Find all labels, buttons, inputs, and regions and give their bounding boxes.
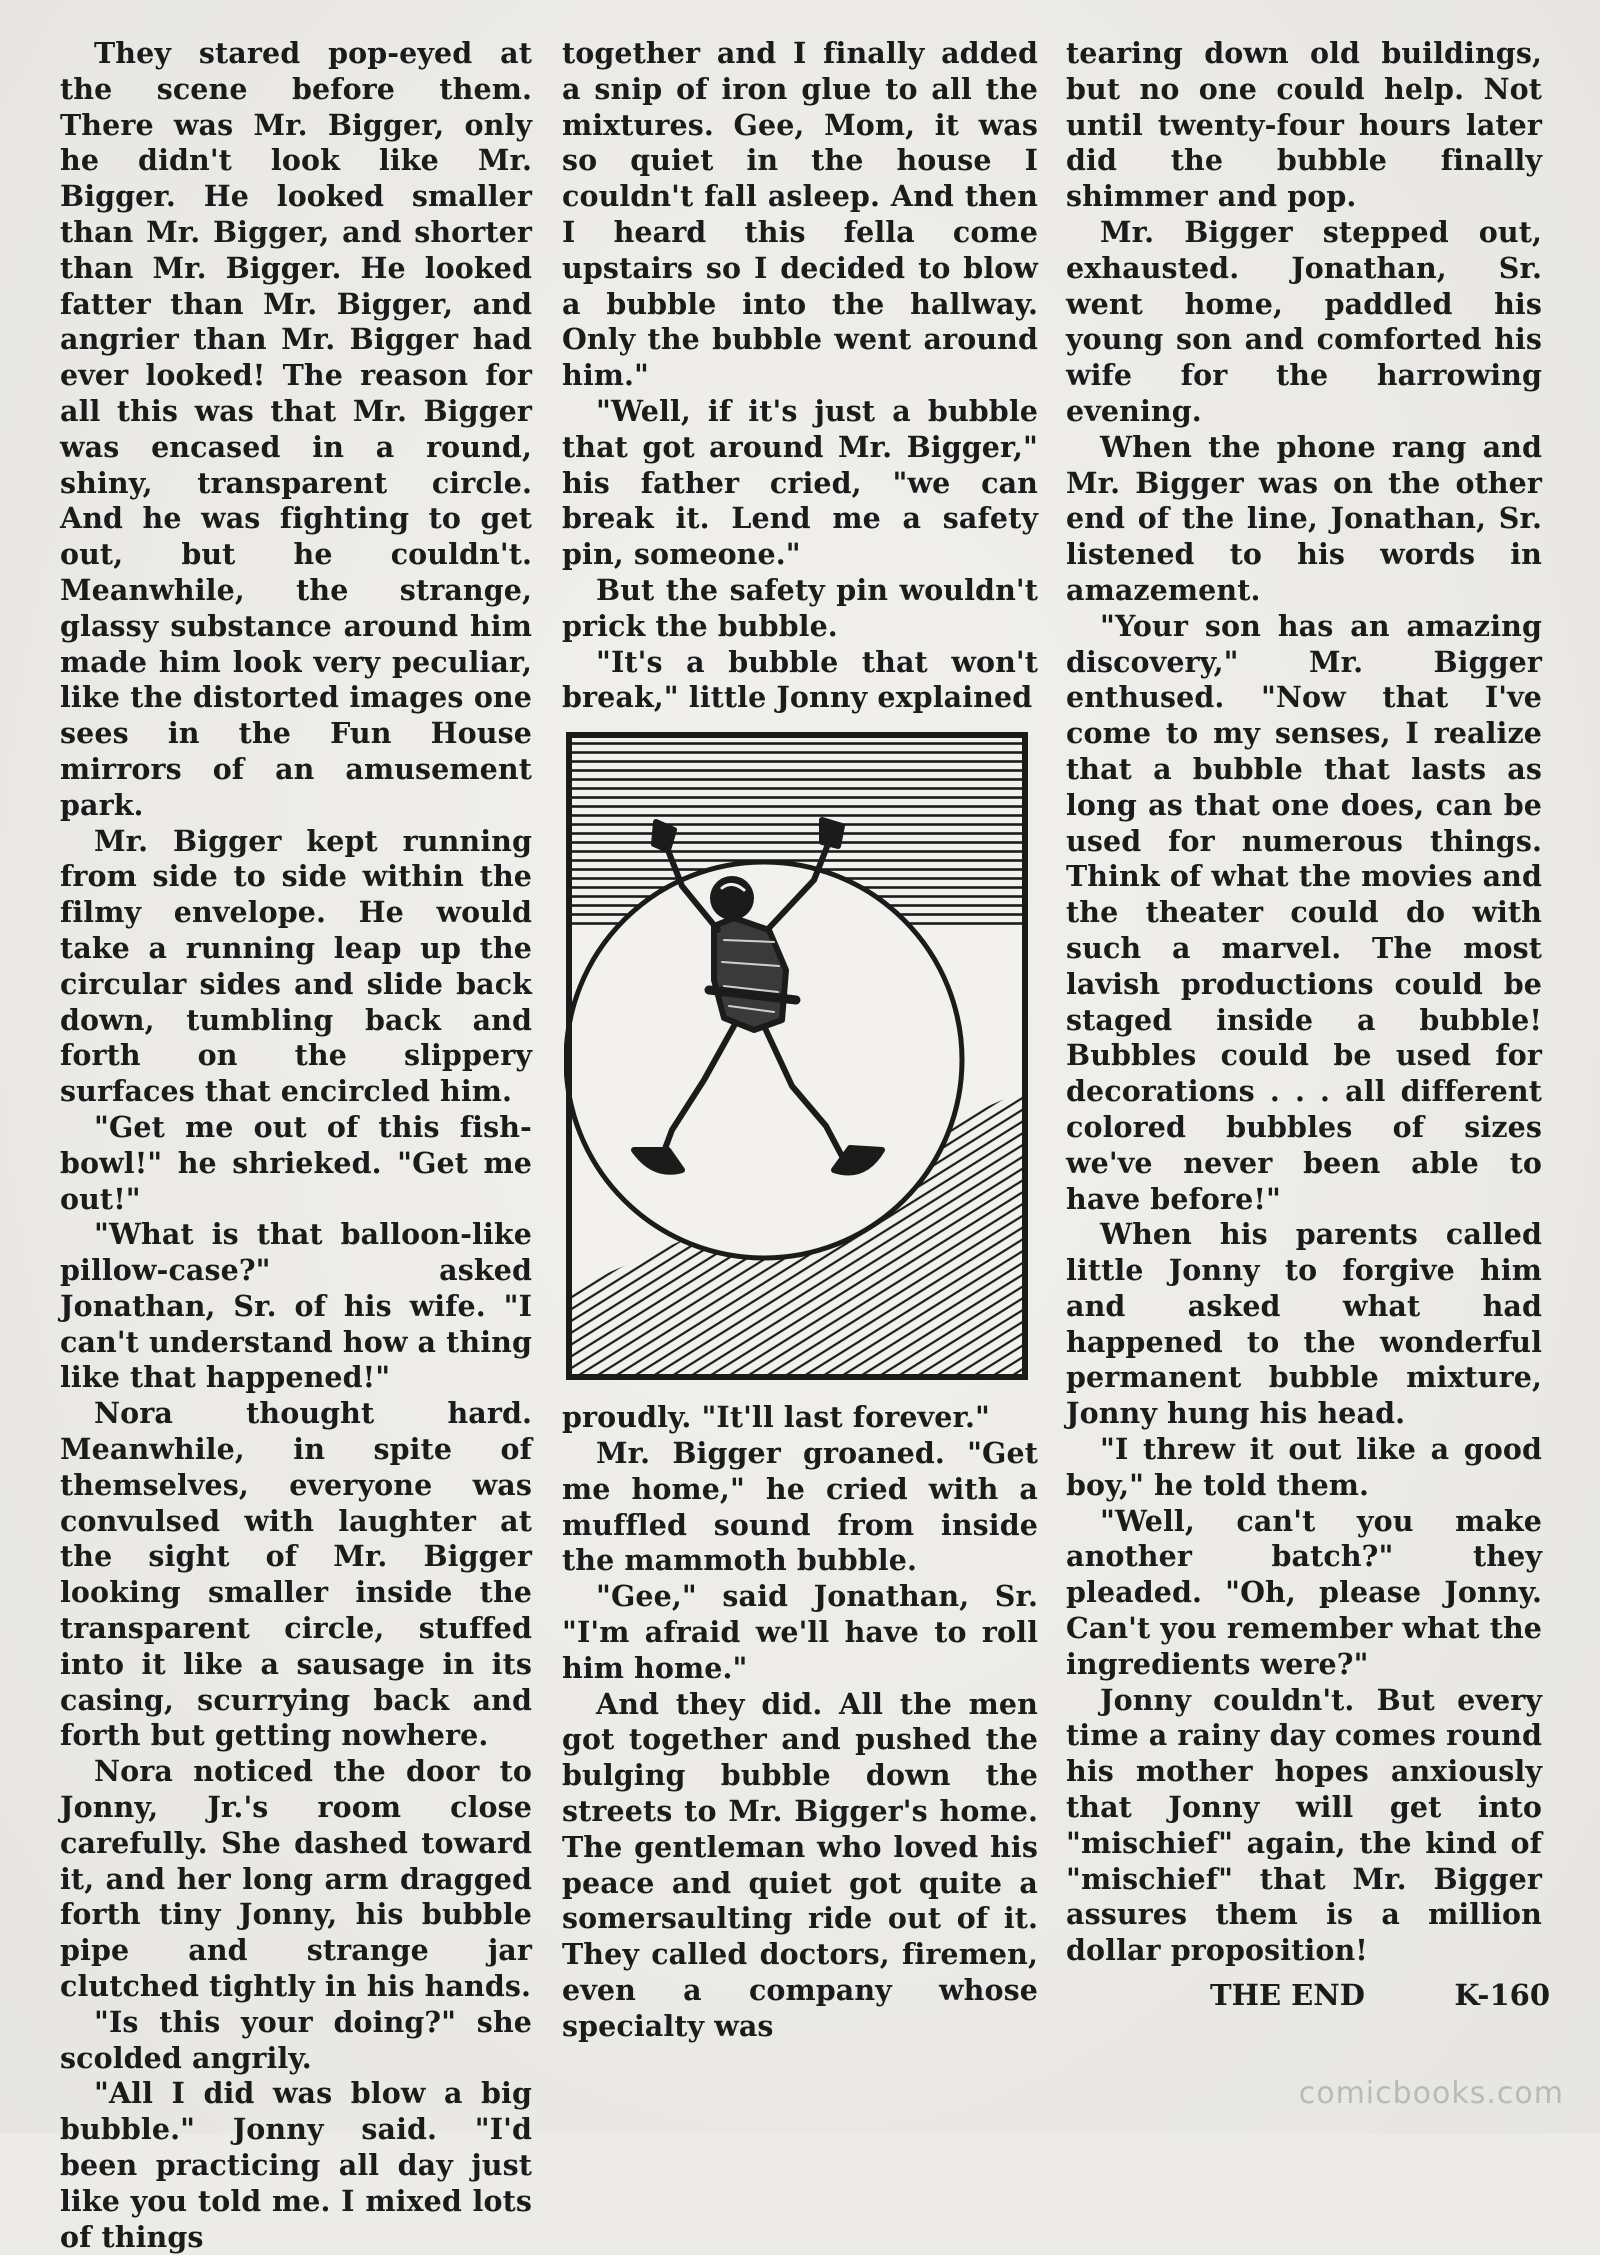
story-footer bbox=[1210, 1978, 1550, 2012]
page-code: K-160 bbox=[1454, 1978, 1550, 2012]
column-1 bbox=[60, 36, 532, 2255]
bubble-illustration bbox=[564, 730, 1030, 1382]
paragraph: "Get me out of this fish-bowl!" he shrieked. "Get me out!" bbox=[60, 1109, 532, 1216]
paragraph: "Gee," said Jonathan, Sr. "I'm afraid we'll have to roll him home." bbox=[562, 1579, 1038, 1685]
paragraph: "All I did was blow a big bubble." Jonny said. "I'd been practicing all day just like you told me. I mixed lots of things bbox=[60, 2076, 532, 2254]
paragraph: "What is that balloon-like pillow-case?" asked Jonathan, Sr. of his wife. "I can't understand how a thing like that happened!" bbox=[60, 1217, 532, 1395]
paragraph: "Is this your doing?" she scolded angrily. bbox=[60, 2004, 532, 2075]
column-3 bbox=[1066, 36, 1542, 1969]
paragraph: Mr. Bigger stepped out, exhausted. Jonathan, Sr. went home, paddled his young son and comforted his wife for the harrowing evening. bbox=[1066, 214, 1542, 428]
paragraph: Mr. Bigger kept running from side to side within the filmy envelope. He would take a running leap up the circular sides and slide back down, tumbling back and forth on the slippery surfaces that encircled him. bbox=[60, 823, 532, 1109]
paragraph: "Your son has an amazing discovery," Mr. Bigger enthused. "Now that I've come to my senses, I realize that a bubble that lasts as long as that one does, can be used for numerous things. Think of what the movies and the theater could do with such a marvel. The most lavish productions could be staged inside a bubble! Bubbles could be used for decorations . . . all different colored bubbles of sizes we've never been able to have before!" bbox=[1066, 608, 1542, 1216]
paragraph: Mr. Bigger groaned. "Get me home," he cried with a muffled sound from inside the mammoth bubble. bbox=[562, 1435, 1038, 1578]
paragraph: "Well, can't you make another batch?" they pleaded. "Oh, please Jonny. Can't you remember what the ingredients were?" bbox=[1066, 1503, 1543, 1681]
the-end-label: THE END bbox=[1210, 1978, 1365, 2012]
paragraph: Jonny couldn't. But every time a rainy day comes round his mother hopes anxiously that Jonny will get into "mischief" again, the kind of "mischief" that Mr. Bigger assures them is a million dollar proposition! bbox=[1066, 1682, 1542, 1968]
paragraph: "Well, if it's just a bubble that got around Mr. Bigger," his father cried, "we can break it. Lend me a safety pin, someone." bbox=[562, 393, 1038, 572]
paragraph: But the safety pin wouldn't prick the bubble. bbox=[562, 572, 1038, 643]
paragraph: tearing down old buildings, but no one could help. Not until twenty-four hours later did the bubble finally shimmer and pop. bbox=[1066, 36, 1542, 214]
paragraph: "I threw it out like a good boy," he told them. bbox=[1066, 1432, 1542, 1502]
bubble-outline bbox=[566, 862, 962, 1258]
paragraph: When his parents called little Jonny to forgive him and asked what had happened to the wonderful permanent bubble mixture, Jonny hung his head. bbox=[1066, 1217, 1542, 1431]
paragraph: together and I finally added a snip of iron glue to all the mixtures. Gee, Mom, it was so quiet in the house I couldn't fall asleep. And then I heard this fella come upstairs so I decided to blow a bubble into the hallway. Only the bubble went around him." bbox=[562, 36, 1038, 393]
paragraph: Nora noticed the door to Jonny, Jr.'s room close carefully. She dashed toward it, and her long arm dragged forth tiny Jonny, his bubble pipe and strange jar clutched tightly in his hands. bbox=[60, 1754, 532, 2004]
column-2 bbox=[562, 36, 1038, 2044]
paragraph: And they did. All the men got together and pushed the bulging bubble down the streets to Mr. Bigger's home. The gentleman who loved his peace and quiet got quite a somersaulting ride out of it. They called doctors, firemen, even a company whose specialty was bbox=[562, 1686, 1038, 2043]
paragraph: They stared pop-eyed at the scene before them. There was Mr. Bigger, only he didn't look like Mr. Bigger. He looked smaller than Mr. Bigger, and shorter than Mr. Bigger. He looked fatter than Mr. Bigger, and angrier than Mr. Bigger had ever looked! The reason for all this was that Mr. Bigger was encased in a round, shiny, transparent circle. And he was fighting to get out, but he couldn't. Meanwhile, the strange, glassy substance around him made him look very peculiar, like the distorted images one sees in the Fun House mirrors of an amusement park. bbox=[60, 36, 532, 822]
site-watermark: comicbooks.com bbox=[1298, 2076, 1564, 2111]
paragraph: "It's a bubble that won't break," little Jonny explained bbox=[562, 644, 1038, 715]
paragraph: Nora thought hard. Meanwhile, in spite of themselves, everyone was convulsed with laughter at the sight of Mr. Bigger looking smaller inside the transparent circle, stuffed into it like a sausage in its casing, scurrying back and forth but getting nowhere. bbox=[60, 1396, 532, 1753]
paragraph: proudly. "It'll last forever." bbox=[562, 1400, 990, 1435]
paragraph: When the phone rang and Mr. Bigger was on the other end of the line, Jonathan, Sr. listened to his words in amazement. bbox=[1066, 429, 1542, 607]
